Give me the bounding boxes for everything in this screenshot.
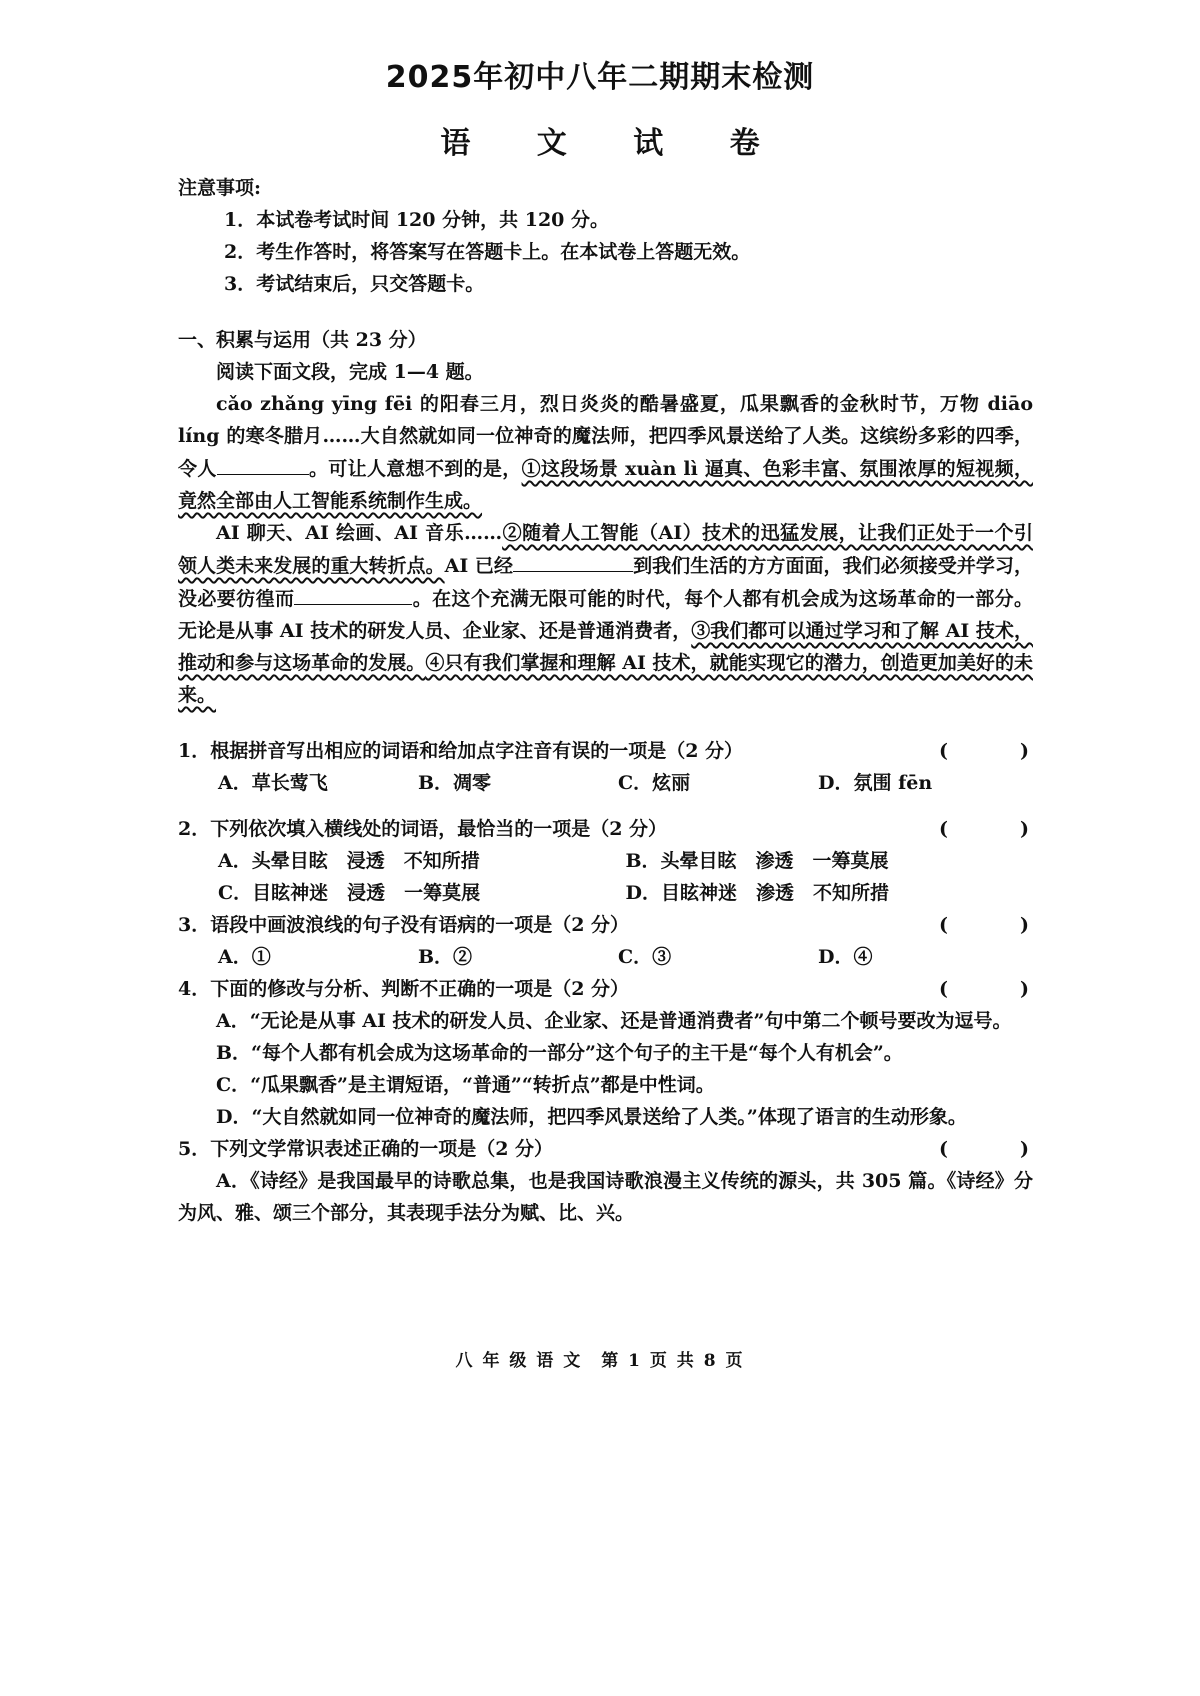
option-d: D．氛围 fēn — [818, 772, 933, 794]
section1-instruction: 阅读下面文段，完成 1—4 题。 — [216, 361, 484, 383]
option-c: C．炫丽 — [618, 772, 691, 794]
wavy-sentence-3: ③我们都可以通过学习和了解 AI 技术，推动和参与这场革命的发展。 — [178, 620, 1033, 674]
passage-text: AI 聊天、AI 绘画、AI 音乐…… — [216, 522, 503, 544]
question-2-options-row-1 — [178, 845, 1033, 877]
option-b: B．头晕目眩 渗透 一筹莫展 — [625, 850, 889, 872]
section1-heading: 一、积累与运用（共 23 分） — [178, 329, 427, 351]
notice-item-2: 2．考生作答时，将答案写在答题卡上。在本试卷上答题无效。 — [224, 241, 751, 263]
question-stem: 5．下列文学常识表述正确的一项是（2 分） — [178, 1138, 554, 1160]
notice-heading: 注意事项: — [178, 177, 262, 199]
question-stem: 1．根据拼音写出相应的词语和给加点字注音有误的一项是（2 分） — [178, 740, 744, 762]
fill-blank-3 — [294, 582, 412, 605]
option-b: B．② — [418, 946, 473, 968]
wavy-sentence-1: ①这段场景 xuàn lì 逼真、色彩丰富、氛围浓厚的短视频，竟然全部由人工智能系统制作生成。 — [178, 458, 1033, 512]
option-b: B．“每个人都有机会成为这场革命的一部分”这个句子的主干是“每个人有机会”。 — [216, 1042, 903, 1064]
notice-item-3: 3．考试结束后，只交答题卡。 — [224, 273, 485, 295]
notice-item-1: 1．本试卷考试时间 120 分钟，共 120 分。 — [224, 209, 610, 231]
passage-text: 。在这个充满无限可能的时代，每个人都有机会成为这场革命的一部分。无论是从事 AI 技术的研发人员、企业家、还是普通消费者， — [178, 588, 1033, 642]
option-d: D．④ — [818, 946, 873, 968]
exam-content — [178, 172, 1033, 1229]
question-1-options — [178, 767, 1033, 799]
wavy-sentence-4: ④只有我们掌握和理解 AI 技术，就能实现它的潜力，创造更加美好的未来。 — [178, 652, 1033, 706]
exam-subject: 语 文 试 卷 — [440, 126, 788, 161]
passage-paragraph-1 — [178, 388, 1033, 517]
option-a: A．《诗经》是我国最早的诗歌总集，也是我国诗歌浪漫主义传统的源头，共 305 篇。《诗经》分为风、雅、颂三个部分，其表现手法分为赋、比、兴。 — [178, 1170, 1033, 1224]
passage-text: 到我们生活的方方面面，我们必须接受并学习，没必要彷徨而 — [178, 555, 1033, 610]
option-b: B．凋零 — [418, 772, 492, 794]
fill-blank-2 — [513, 549, 633, 572]
question-3-options — [178, 941, 1033, 973]
passage-text: 。可让人意想不到的是， — [308, 458, 522, 480]
option-d: D．目眩神迷 渗透 不知所措 — [625, 882, 889, 904]
option-c: C．“瓜果飘香”是主谓短语，“普通”“转折点”都是中性词。 — [216, 1074, 715, 1096]
passage-text: AI 已经 — [444, 555, 514, 577]
answer-paren: ( ) — [939, 914, 1029, 936]
passage-text: cǎo zhǎng yīng fēi 的阳春三月，烈日炎炎的酷暑盛夏，瓜果飘香的金秋时节，万物 diāo líng 的寒冬腊月……大自然就如同一位神奇的魔法师，把四季风景送给了人类。这缤纷多彩的四季，令人 — [178, 393, 1033, 480]
option-a: A．草长莺飞 — [218, 772, 328, 794]
question-stem: 2．下列依次填入横线处的词语，最恰当的一项是（2 分） — [178, 818, 668, 840]
question-4 — [178, 973, 1033, 1005]
passage-paragraph-2 — [178, 517, 1033, 711]
answer-paren: ( ) — [939, 818, 1029, 840]
answer-paren: ( ) — [939, 1138, 1029, 1160]
option-c: C．目眩神迷 浸透 一筹莫展 — [218, 882, 481, 904]
fill-blank-1 — [217, 452, 309, 475]
question-2-options-row-2 — [178, 877, 1033, 909]
question-stem: 4．下面的修改与分析、判断不正确的一项是（2 分） — [178, 978, 630, 1000]
answer-paren: ( ) — [939, 978, 1029, 1000]
option-a: A．头晕目眩 浸透 不知所措 — [218, 850, 480, 872]
option-a: A．① — [218, 946, 271, 968]
exam-title: 2025年初中八年二期期末检测 — [385, 60, 815, 95]
option-a: A．“无论是从事 AI 技术的研发人员、企业家、还是普通消费者”句中第二个顿号要改为逗号。 — [216, 1010, 1012, 1032]
page-footer: 八 年 级 语 文 第 1 页 共 8 页 — [455, 1351, 745, 1371]
question-5 — [178, 1133, 1033, 1165]
option-d: D．“大自然就如同一位神奇的魔法师，把四季风景送给了人类。”体现了语言的生动形象。 — [216, 1106, 967, 1128]
option-c: C．③ — [618, 946, 672, 968]
question-1 — [178, 735, 1033, 767]
question-3 — [178, 909, 1033, 941]
question-stem: 3．语段中画波浪线的句子没有语病的一项是（2 分） — [178, 914, 630, 936]
question-2 — [178, 813, 1033, 845]
wavy-sentence-2: ②随着人工智能（AI）技术的迅猛发展，让我们正处于一个引领人类未来发展的重大转折点。 — [178, 522, 1033, 577]
answer-paren: ( ) — [939, 740, 1029, 762]
